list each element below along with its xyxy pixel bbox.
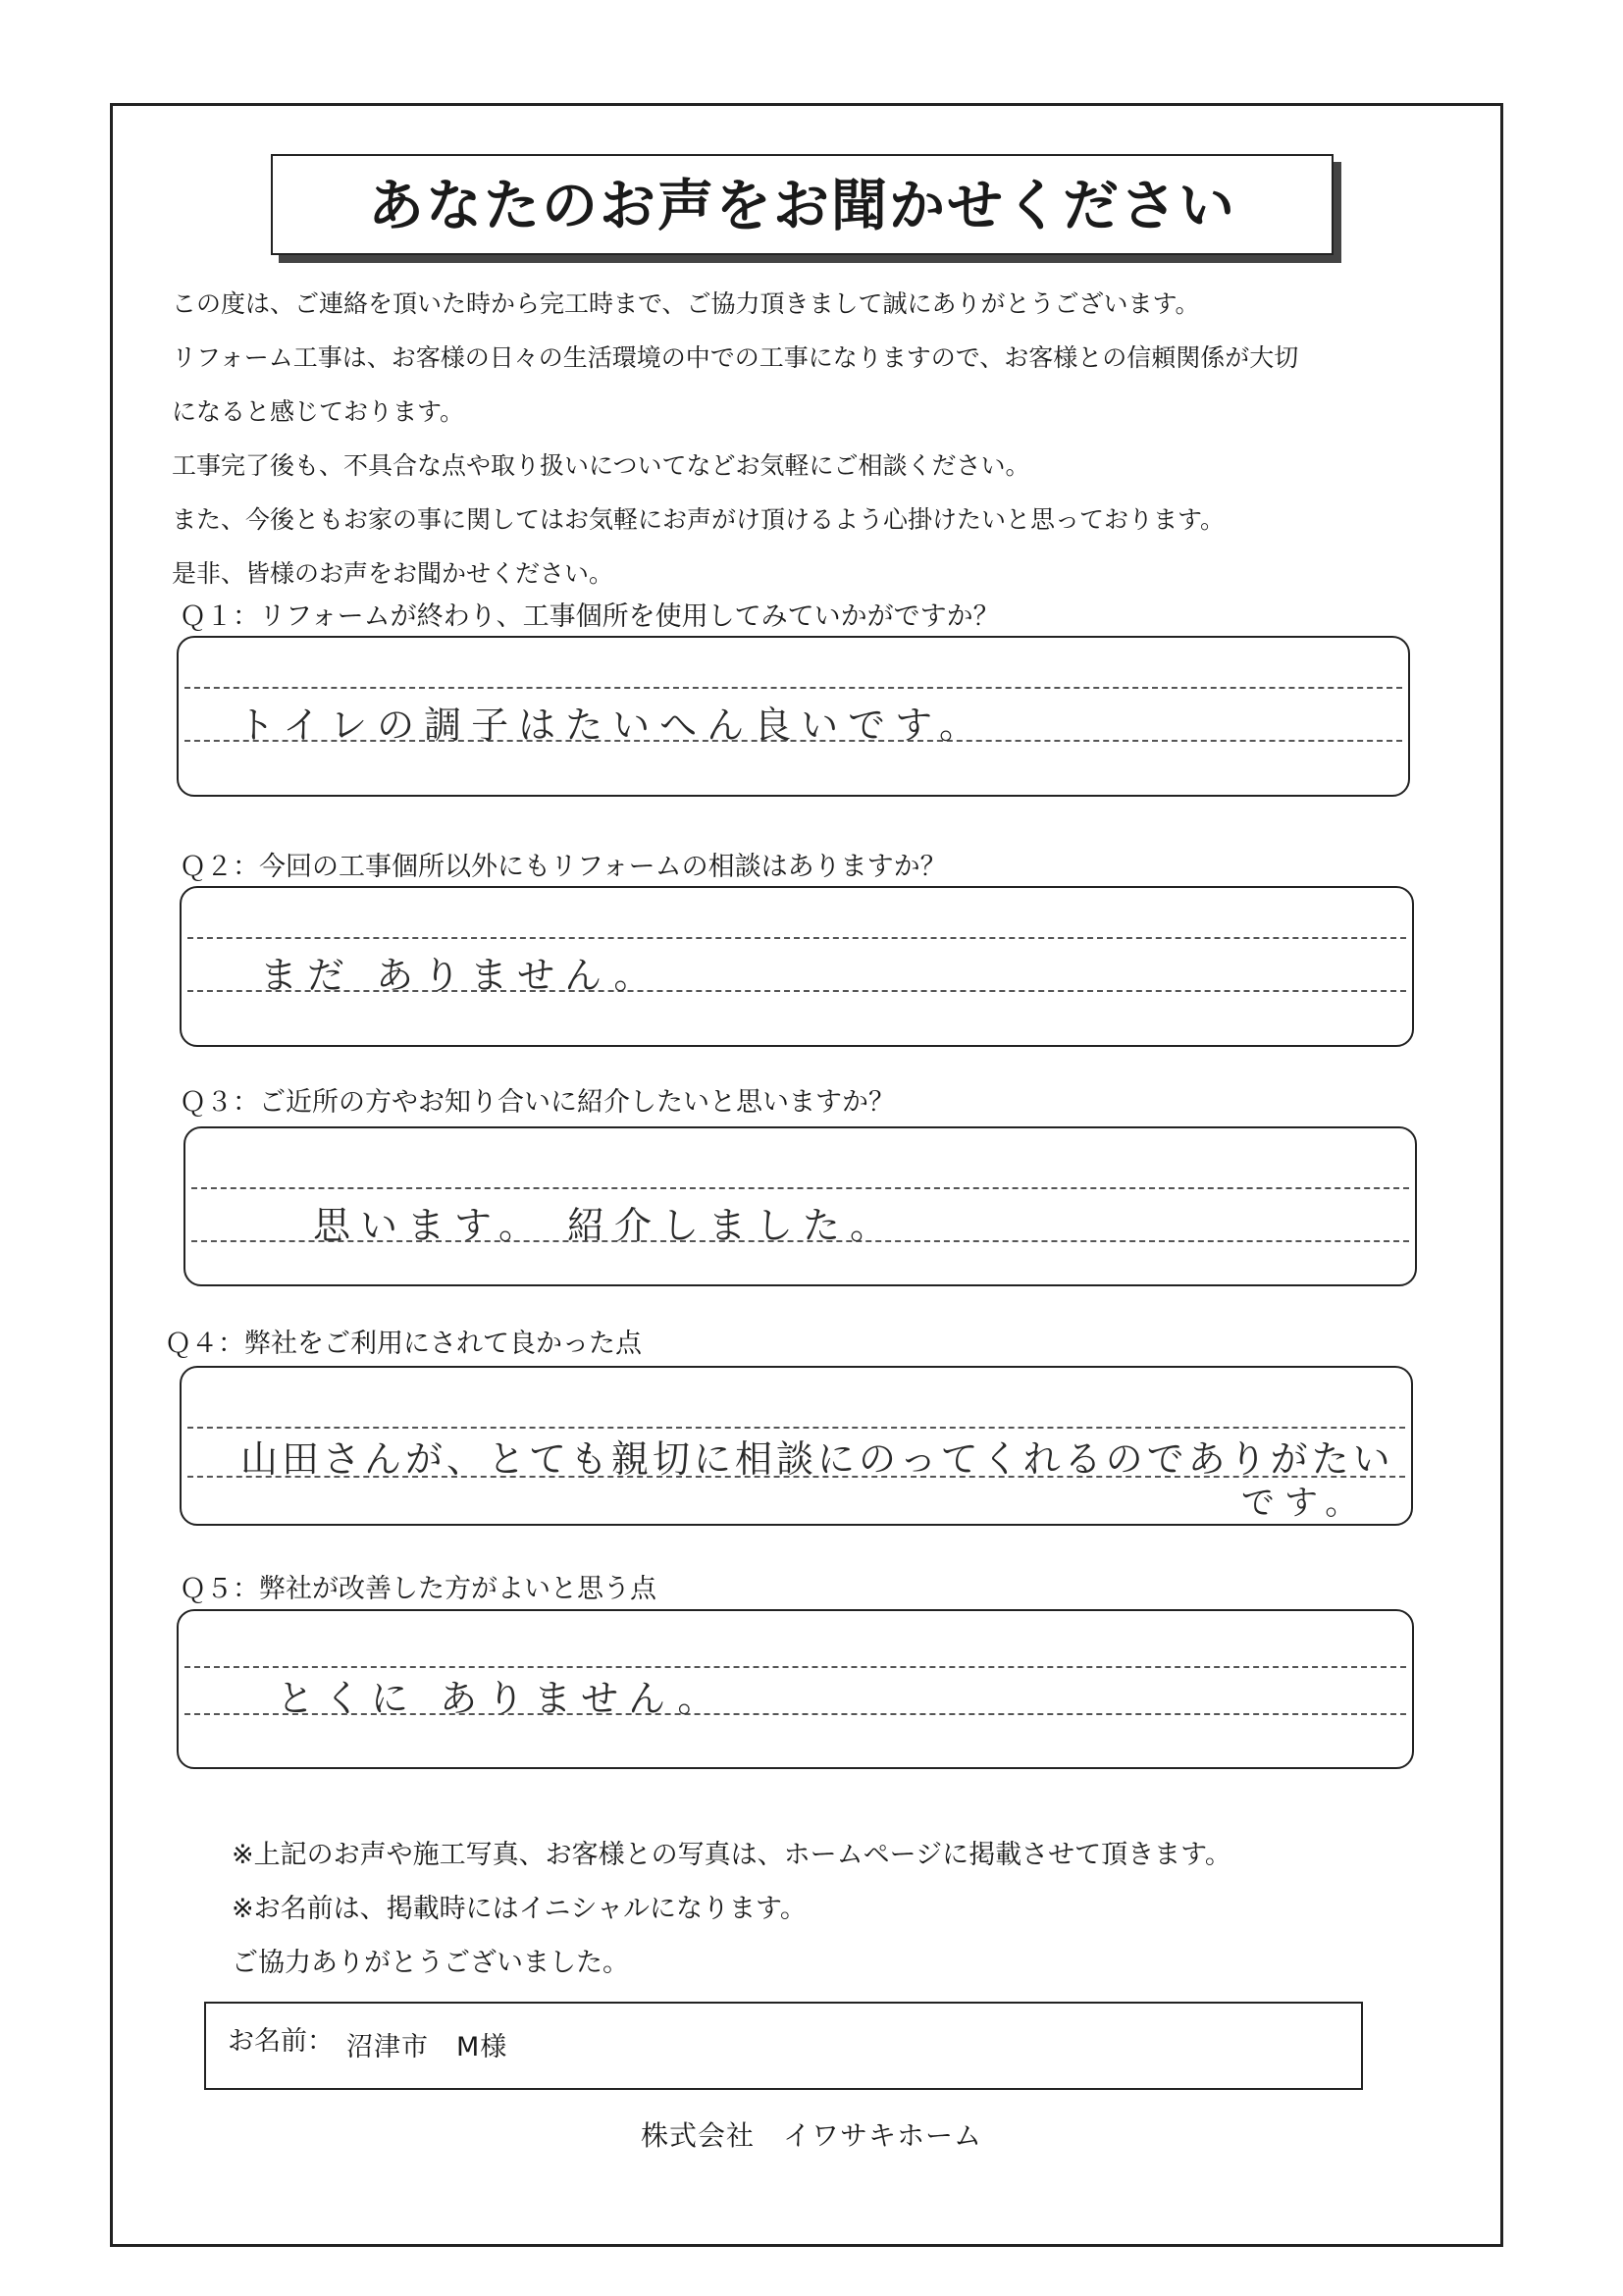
intro-line: 是非、皆様のお声をお聞かせください。 (172, 559, 614, 588)
answer-5-box[interactable] (177, 1609, 1414, 1769)
question-1-label: Ｑ１：リフォームが終わり、工事個所を使用してみていかがですか？ (180, 601, 1000, 632)
answer-2-text: まだ ありません。 (260, 954, 661, 997)
question-4-label: Ｑ４：弊社をご利用にされて良かった点 (165, 1329, 642, 1359)
intro-line: この度は、ご連絡を頂いた時から完工時まで、ご協力頂きまして誠にありがとうございます。 (172, 289, 1200, 318)
answer-4-text-continued: です。 (1241, 1484, 1369, 1523)
answer-2-box[interactable] (180, 886, 1414, 1047)
intro-line: また、今後ともお家の事に関してはお気軽にお声がけ頂けるよう心掛けたいと思っております。 (172, 505, 1226, 534)
answer-4-text: 山田さんが、とても親切に相談にのってくれるのでありがたい (240, 1437, 1394, 1481)
answer-guide-line (184, 687, 1402, 689)
answer-guide-line (187, 937, 1406, 939)
question-5-label: Ｑ５：弊社が改善した方がよいと思う点 (180, 1574, 656, 1604)
question-3-label: Ｑ３：ご近所の方やお知り合いに紹介したいと思いますか？ (180, 1087, 895, 1118)
notes (232, 1828, 1231, 1990)
intro-line: リフォーム工事は、お客様の日々の生活環境の中での工事になりますので、お客様との信頼関係が大切 (172, 343, 1299, 372)
note-line: ※上記のお声や施工写真、お客様との写真は、ホームページに掲載させて頂きます。 (232, 1840, 1231, 1870)
answer-guide-line (191, 1187, 1409, 1189)
name-label: お名前： (228, 2026, 334, 2057)
answer-3-box[interactable] (183, 1126, 1417, 1286)
form-title: あなたのお声をお聞かせください (368, 173, 1236, 238)
answer-1-text: トイレの調子はたいへん良いです。 (237, 704, 987, 747)
company-name: 株式会社 イワサキホーム (640, 2119, 982, 2152)
intro-line: になると感じております。 (172, 397, 465, 426)
answer-1-box[interactable] (177, 636, 1410, 797)
intro-text (172, 277, 1447, 600)
note-line: ご協力ありがとうございました。 (232, 1948, 629, 1978)
answer-3-text: 思います。 紹介しました。 (313, 1204, 898, 1247)
title-box (271, 154, 1334, 255)
name-box[interactable] (204, 2002, 1363, 2090)
answer-5-text: とくに ありません。 (277, 1677, 725, 1720)
intro-line: 工事完了後も、不具合な点や取り扱いについてなどお気軽にご相談ください。 (172, 451, 1030, 480)
answer-4-box[interactable] (180, 1366, 1413, 1526)
question-2-label: Ｑ２：今回の工事個所以外にもリフォームの相談はありますか？ (180, 852, 947, 882)
name-value: 沼津市 M様 (346, 2032, 508, 2062)
note-line: ※お名前は、掲載時にはイニシャルになります。 (232, 1894, 807, 1924)
